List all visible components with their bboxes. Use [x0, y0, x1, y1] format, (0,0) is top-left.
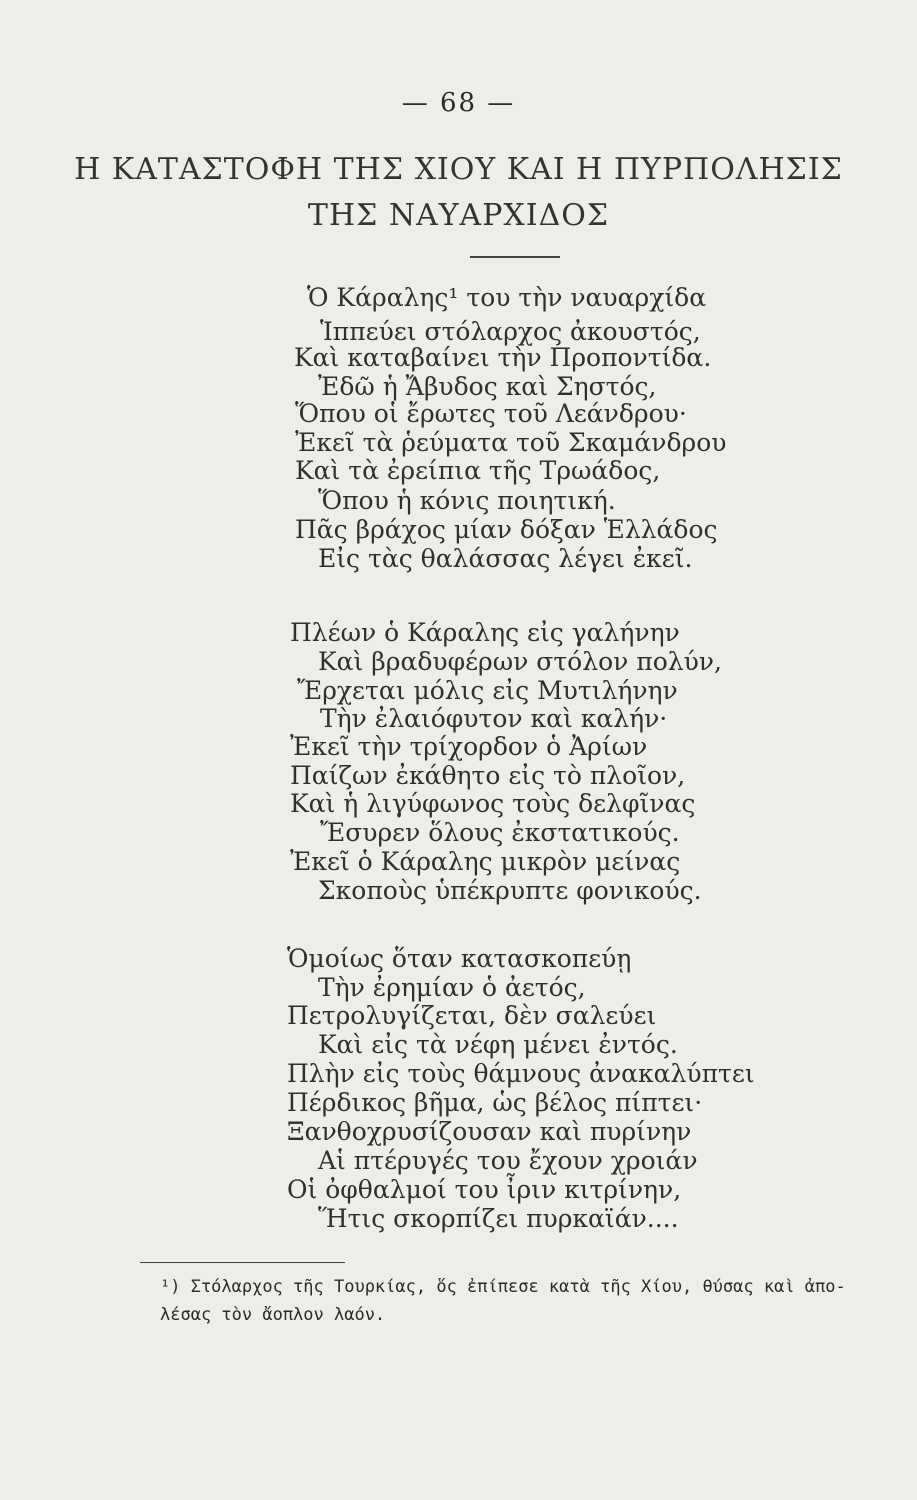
- verse-line: Πλέων ὁ Κάραλης εἰς γαλήνην: [290, 618, 680, 647]
- verse-line: Ὁ Κάραλης¹ του τὴν ναυαρχίδα: [307, 283, 707, 312]
- title-divider: [470, 256, 560, 258]
- verse-line: Ἱππεύει στόλαρχος ἀκουστός,: [320, 317, 701, 346]
- verse-line: Καὶ ἡ λιγύφωνος τοὺς δελφῖνας: [290, 789, 696, 818]
- verse-line: Ξανθοχρυσίζουσαν καὶ πυρίνην: [287, 1117, 692, 1146]
- verse-line: Ἔρχεται μόλις εἰς Μυτιλήνην: [297, 676, 678, 705]
- verse-line: Ὅπου ἡ κόνις ποιητική.: [318, 486, 616, 515]
- page-number: — 68 —: [401, 88, 516, 118]
- verse-line: Ἐδῶ ἡ Ἄβυδος καὶ Σηστός,: [318, 372, 657, 401]
- verse-line: Πλὴν εἰς τοὺς θάμνους ἀνακαλύπτει: [287, 1059, 755, 1088]
- footnote-line-1: ¹) Στόλαρχος τῆς Τουρκίας, ὅς ἐπίπεσε κατὰ τῆς Χίου, θύσας καὶ ἀπο-: [160, 1277, 846, 1297]
- verse-line: Καὶ βραδυφέρων στόλον πολύν,: [318, 647, 722, 676]
- verse-line: Σκοποὺς ὑπέκρυπτε φονικούς.: [318, 876, 702, 905]
- verse-line: Τὴν ἐλαιόφυτον καὶ καλήν·: [320, 704, 668, 733]
- verse-line: Ἔσυρεν ὅλους ἐκστατικούς.: [320, 818, 680, 847]
- verse-line: Καὶ καταβαίνει τὴν Προποντίδα.: [294, 343, 712, 372]
- footnote-divider: [140, 1262, 345, 1263]
- verse-line: Καὶ τὰ ἐρείπια τῆς Τρωάδος,: [295, 456, 661, 485]
- verse-line: Τὴν ἐρημίαν ὁ ἀετός,: [318, 973, 586, 1002]
- verse-line: Πέρδικος βῆμα, ὡς βέλος πίπτει·: [287, 1088, 703, 1117]
- verse-line: Ὅπου οἱ ἔρωτες τοῦ Λεάνδρου·: [295, 399, 687, 428]
- verse-line: Ὁμοίως ὅταν κατασκοπεύῃ: [287, 944, 632, 973]
- verse-line: Παίζων ἐκάθητο εἰς τὸ πλοῖον,: [290, 761, 686, 790]
- verse-line: Ἐκεῖ τὴν τρίχορδον ὁ Ἀρίων: [290, 732, 648, 761]
- verse-line: Πᾶς βράχος μίαν δόξαν Ἑλλάδος: [295, 515, 718, 544]
- poem-title-line-2: ΤΗΣ ΝΑΥΑΡΧΙΔΟΣ: [307, 198, 610, 233]
- verse-line: Πετρολυγίζεται, δὲν σαλεύει: [287, 1001, 657, 1030]
- verse-line: Ἐκεῖ ὁ Κάραλης μικρὸν μείνας: [290, 847, 681, 876]
- footnote-line-2: λέσας τὸν ἄοπλον λαόν.: [160, 1305, 386, 1325]
- poem-title-line-1: Η ΚΑΤΑΣΤΟΦΗ ΤΗΣ ΧΙΟΥ ΚΑΙ Η ΠΥΡΠΟΛΗΣΙΣ: [74, 152, 843, 187]
- verse-line: Ἥτις σκορπίζει πυρκαϊάν....: [318, 1204, 679, 1233]
- verse-line: Αἱ πτέρυγές του ἔχουν χροιάν: [318, 1146, 698, 1175]
- verse-line: Ἐκεῖ τὰ ῥεύματα τοῦ Σκαμάνδρου: [295, 428, 727, 457]
- verse-line: Εἰς τὰς θαλάσσας λέγει ἐκεῖ.: [318, 544, 693, 573]
- verse-line: Καὶ εἰς τὰ νέφη μένει ἐντός.: [318, 1030, 678, 1059]
- verse-line: Οἱ ὀφθαλμοί του ἶριν κιτρίνην,: [287, 1175, 682, 1204]
